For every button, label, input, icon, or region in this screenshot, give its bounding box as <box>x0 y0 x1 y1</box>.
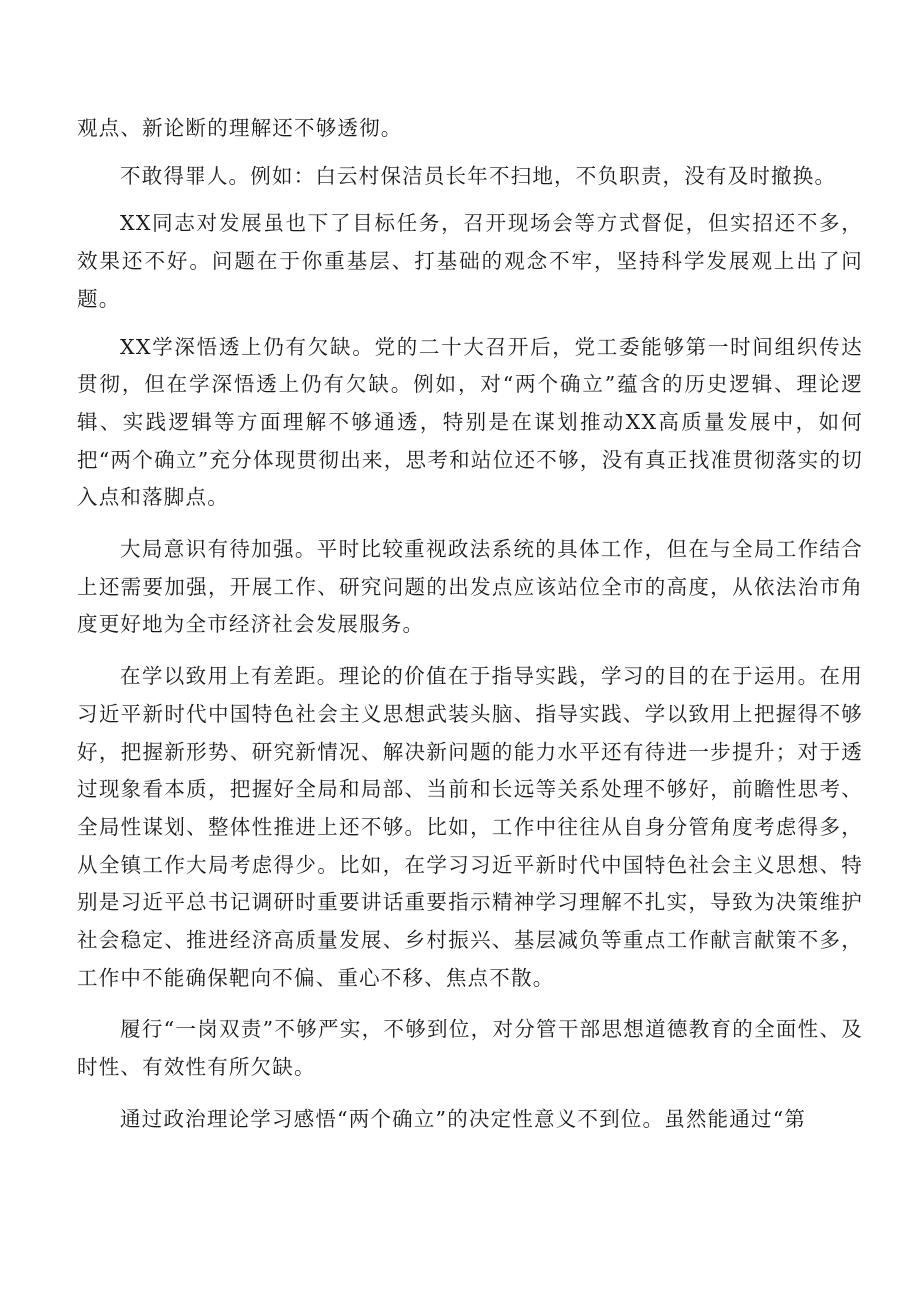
paragraph-political-theory: 通过政治理论学习感悟“两个确立”的决定性意义不到位。虽然能通过“第 <box>120 1106 807 1131</box>
paragraph-overall-awareness: 大局意识有待加强。平时比较重视政法系统的具体工作，但在与全局工作结合上还需要加强，开展工作、研究问题的出发点应该站位全市的高度，从依法治市角度更好地为全市经济社会发展服务。 <box>77 537 863 637</box>
paragraph-dare-not-offend: 不敢得罪人。例如：白云村保洁员长年不扫地，不负职责，没有及时撤换。 <box>120 163 837 188</box>
paragraph-deep-study: XX学深悟透上仍有欠缺。党的二十大召开后，党工委能够第一时间组织传达贯彻，但在学深悟透上仍有欠缺。例如，对“两个确立”蕴含的历史逻辑、理论逻辑、实践逻辑等方面理解不够通透，特别是在谋划推动XX高质量发展中，如何把“两个确立”充分体现贯彻出来，思考和站位还不够，没有真正找准贯彻落实的切入点和落脚点。 <box>77 334 863 510</box>
paragraph-apply-learning: 在学以致用上有差距。理论的价值在于指导实践，学习的目的在于运用。在用习近平新时代中国特色社会主义思想武装头脑、指导实践、学以致用上把握得不够好，把握新形势、研究新情况、解决新问题的能力水平还有待进一步提升；对于透过现象看本质，把握好全局和局部、当前和长远等关系处理不够好，前瞻性思考、全局性谋划、整体性推进上还不够。比如，工作中往往从自身分管角度考虑得多，从全镇工作大局考虑得少。比如，在学习习近平新时代中国特色社会主义思想、特别是习近平总书记调研时重要讲话重要指示精神学习理解不扎实，导致为决策维护社会稳定、推进经济高质量发展、乡村振兴、基层减负等重点工作献言献策不多，工作中不能确保靶向不偏、重心不移、焦点不散。 <box>77 664 863 990</box>
paragraph-continued: 观点、新论断的理解还不够透彻。 <box>77 116 403 140</box>
document-body <box>77 110 863 1139</box>
paragraph-development-tasks: XX同志对发展虽也下了目标任务，召开现场会等方式督促，但实招还不多，效果还不好。问题在于你重基层、打基础的观念不牢，坚持科学发展观上出了问题。 <box>77 211 863 311</box>
paragraph-dual-responsibility: 履行“一岗双责”不够严实，不够到位，对分管干部思想道德教育的全面性、及时性、有效性有所欠缺。 <box>77 1017 863 1080</box>
